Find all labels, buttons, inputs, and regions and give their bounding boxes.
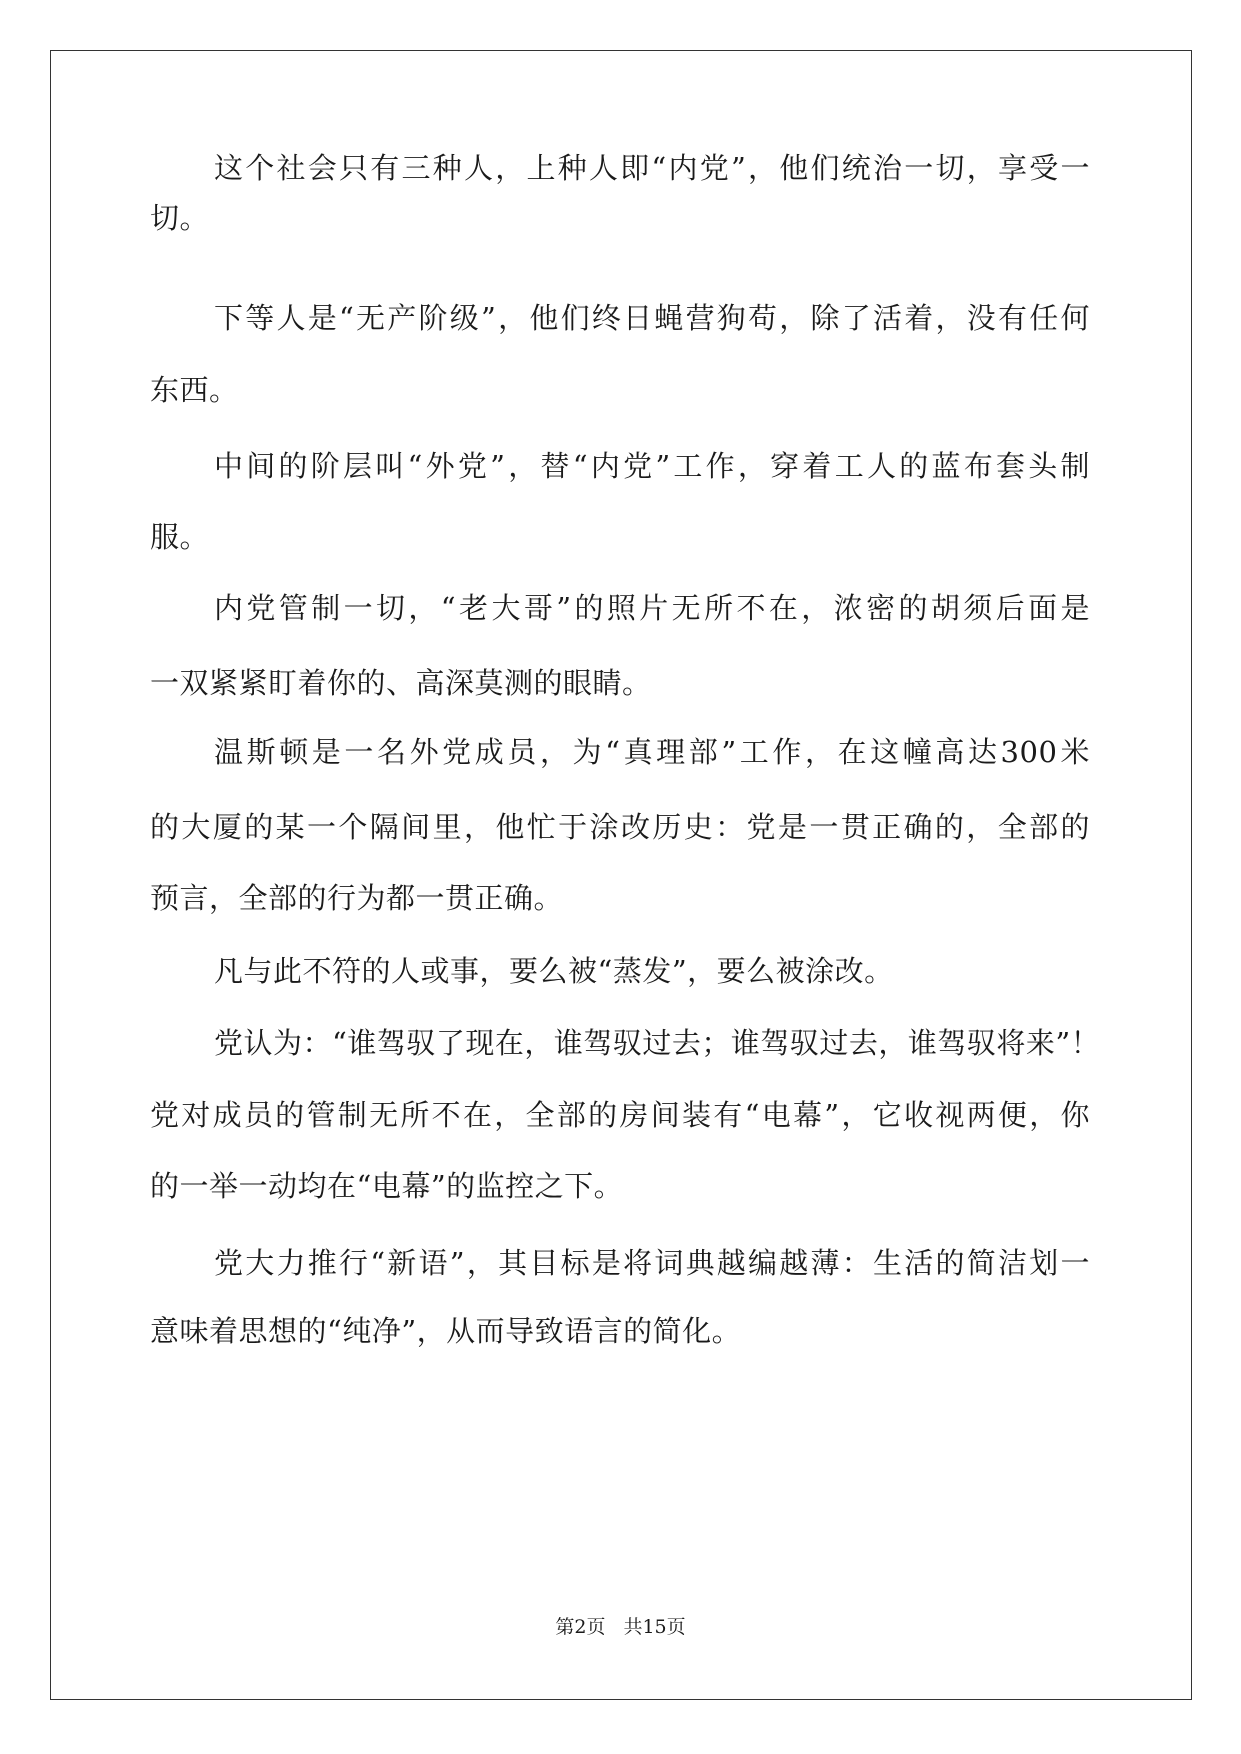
paragraph-7-line-3: 的一举一动均在“电幕”的监控之下。 — [150, 1169, 624, 1203]
paragraph-1-line-1: 这个社会只有三种人，上种人即“内党”，他们统治一切，享受一 — [214, 151, 1090, 185]
paragraph-1-line-2: 切。 — [150, 201, 210, 235]
page-footer — [0, 1614, 1241, 1640]
paragraph-7-line-1: 党认为：“谁驾驭了现在，谁驾驭过去；谁驾驭过去，谁驾驭将来”！ — [214, 1026, 1101, 1060]
paragraph-5-line-3: 预言，全部的行为都一贯正确。 — [150, 881, 564, 915]
paragraph-2-line-1: 下等人是“无产阶级”，他们终日蝇营狗苟，除了活着，没有任何 — [214, 301, 1090, 335]
page-number: 第2页 — [555, 1616, 606, 1638]
paragraph-5-line-1: 温斯顿是一名外党成员，为“真理部”工作，在这幢高达300米 — [214, 735, 1090, 769]
paragraph-6-line-1: 凡与此不符的人或事，要么被“蒸发”，要么被涂改。 — [214, 954, 894, 988]
paragraph-8-line-2: 意味着思想的“纯净”，从而导致语言的简化。 — [150, 1314, 742, 1348]
paragraph-3-line-1: 中间的阶层叫“外党”，替“内党”工作，穿着工人的蓝布套头制 — [214, 449, 1090, 483]
page-total: 共15页 — [623, 1616, 686, 1638]
paragraph-4-line-1: 内党管制一切，“老大哥”的照片无所不在，浓密的胡须后面是 — [214, 591, 1090, 625]
paragraph-8-line-1: 党大力推行“新语”，其目标是将词典越编越薄：生活的简洁划一 — [214, 1246, 1090, 1280]
paragraph-5-line-2: 的大厦的某一个隔间里，他忙于涂改历史：党是一贯正确的，全部的 — [150, 810, 1090, 844]
paragraph-7-line-2: 党对成员的管制无所不在，全部的房间装有“电幕”，它收视两便，你 — [150, 1098, 1090, 1132]
paragraph-2-line-2: 东西。 — [150, 373, 239, 407]
paragraph-4-line-2: 一双紧紧盯着你的、高深莫测的眼睛。 — [150, 666, 652, 700]
paragraph-3-line-2: 服。 — [150, 520, 210, 554]
